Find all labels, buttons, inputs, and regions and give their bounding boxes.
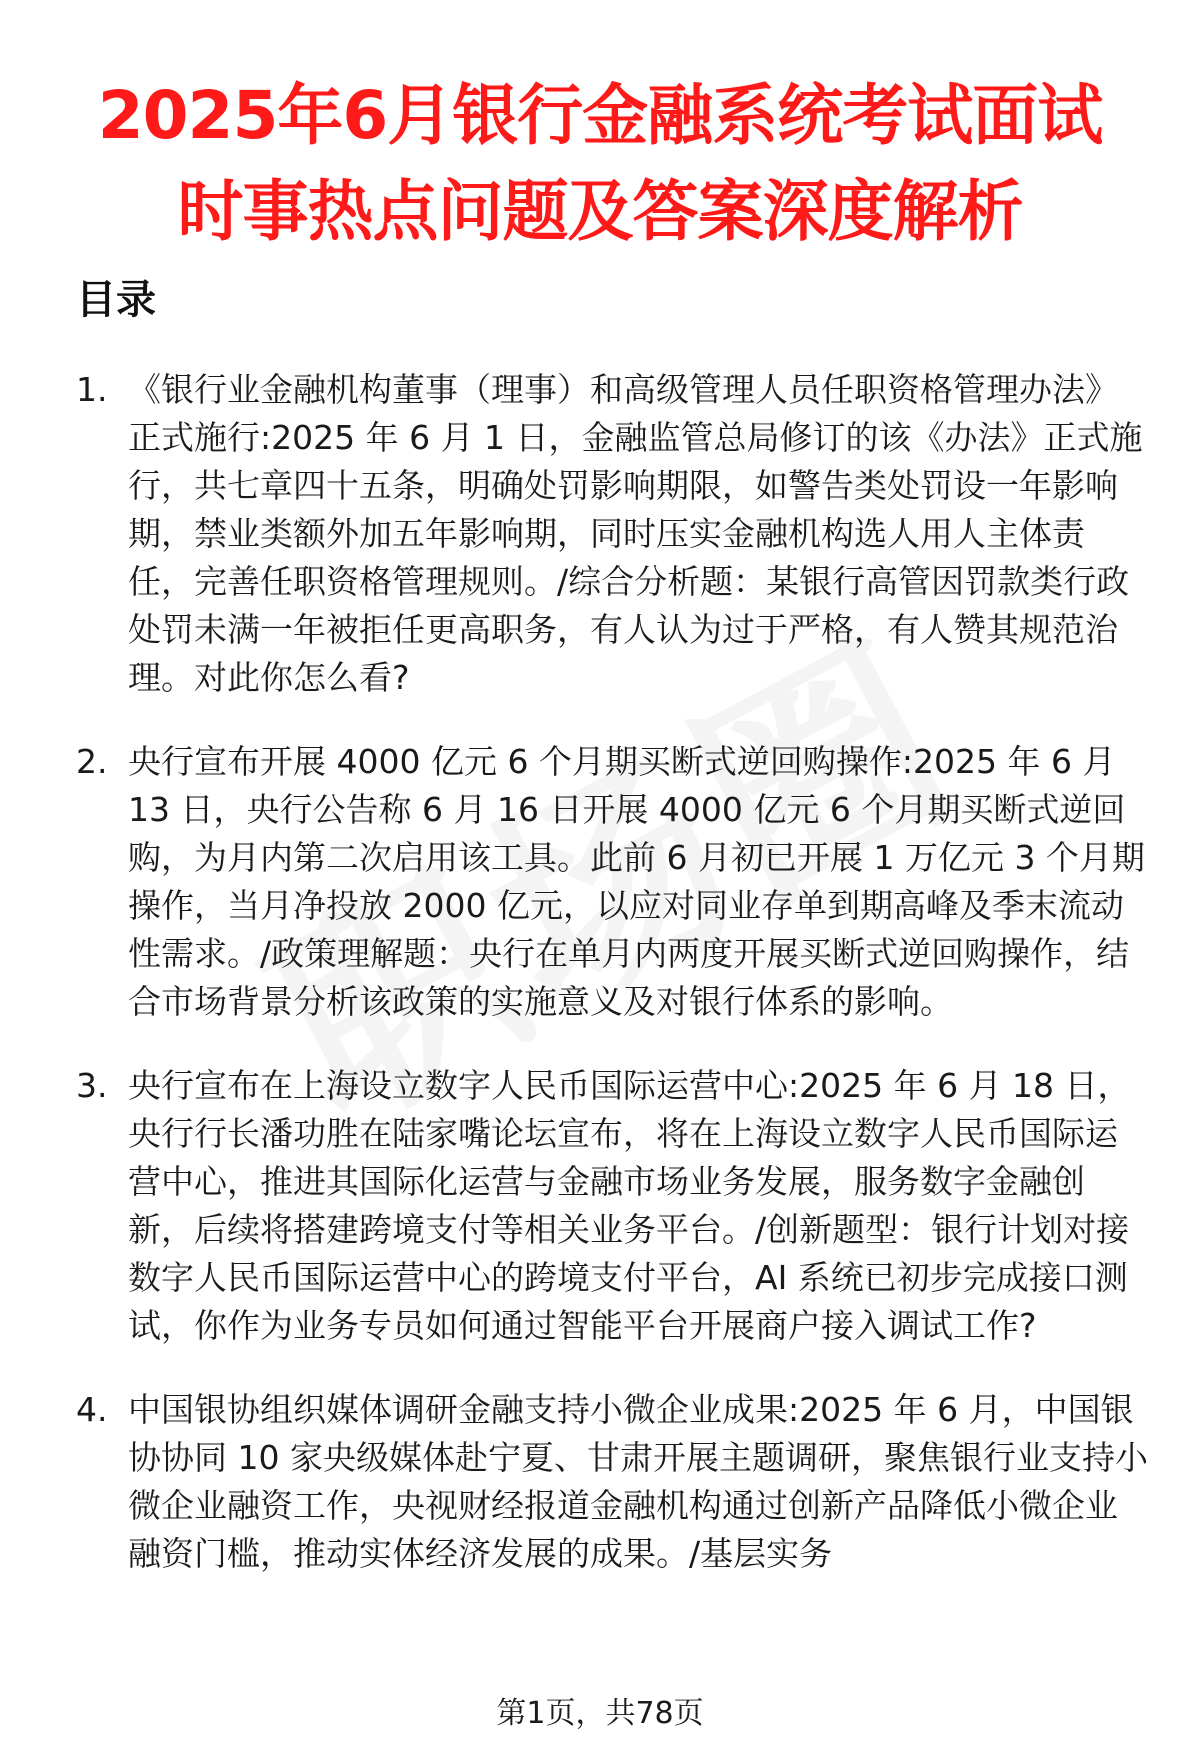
- toc-item-number: 1.: [76, 370, 108, 409]
- page-footer: 第1页，共78页: [0, 1692, 1200, 1736]
- toc-item-text: 《银行业金融机构董事（理事）和高级管理人员任职资格管理办法》正式施行:2025 年 6 月 1 日，金融监管总局修订的该《办法》正式施行，共七章四十五条，明确处罚影响期限，如警告类处罚设一年影响期，禁业类额外加五年影响期，同时压实金融机构选人用人主体责任，完善任职资格管理规则。/综合分析题：某银行高管因罚款类行政处罚未满一年被拒任更高职务，有人认为过于严格，有人赞其规范治理。对此你怎么看?: [128, 370, 1143, 697]
- toc-item-number: 3.: [76, 1066, 108, 1105]
- toc-item-text: 央行宣布在上海设立数字人民币国际运营中心:2025 年 6 月 18 日，央行行长潘功胜在陆家嘴论坛宣布，将在上海设立数字人民币国际运营中心，推进其国际化运营与金融市场业务发展，服务数字金融创新，后续将搭建跨境支付等相关业务平台。/创新题型：银行计划对接数字人民币国际运营中心的跨境支付平台，AI 系统已初步完成接口测试，你作为业务专员如何通过智能平台开展商户接入调试工作?: [128, 1066, 1131, 1345]
- toc-item-number: 4.: [76, 1390, 108, 1429]
- toc-item-1: [0, 366, 1200, 702]
- toc-item-2: [0, 738, 1200, 1026]
- title-line-2: 时事热点问题及答案深度解析: [177, 173, 1023, 250]
- toc-item-text: 央行宣布开展 4000 亿元 6 个月期买断式逆回购操作:2025 年 6 月 13 日，央行公告称 6 月 16 日开展 4000 亿元 6 个月期买断式逆回购，为月内第二次启用该工具。此前 6 月初已开展 1 万亿元 3 个月期操作，当月净投放 2000 亿元，以应对同业存单到期高峰及季末流动性需求。/政策理解题：央行在单月内两度开展买断式逆回购操作，结合市场背景分析该政策的实施意义及对银行体系的影响。: [128, 742, 1145, 1021]
- title-line-1: 2025年6月银行金融系统考试面试: [97, 77, 1103, 154]
- toc-item-3: [0, 1062, 1200, 1350]
- toc-item-text: 中国银协组织媒体调研金融支持小微企业成果:2025 年 6 月，中国银协协同 10 家央级媒体赴宁夏、甘肃开展主题调研，聚焦银行业支持小微企业融资工作，央视财经报道金融机构通过创新产品降低小微企业融资门槛，推动实体经济发展的成果。/基层实务: [128, 1390, 1148, 1573]
- toc-list: [0, 366, 1200, 1614]
- toc-item-4: [0, 1386, 1200, 1578]
- toc-item-number: 2.: [76, 742, 108, 781]
- toc-heading: 目录: [76, 277, 156, 323]
- page-title: [40, 68, 1160, 260]
